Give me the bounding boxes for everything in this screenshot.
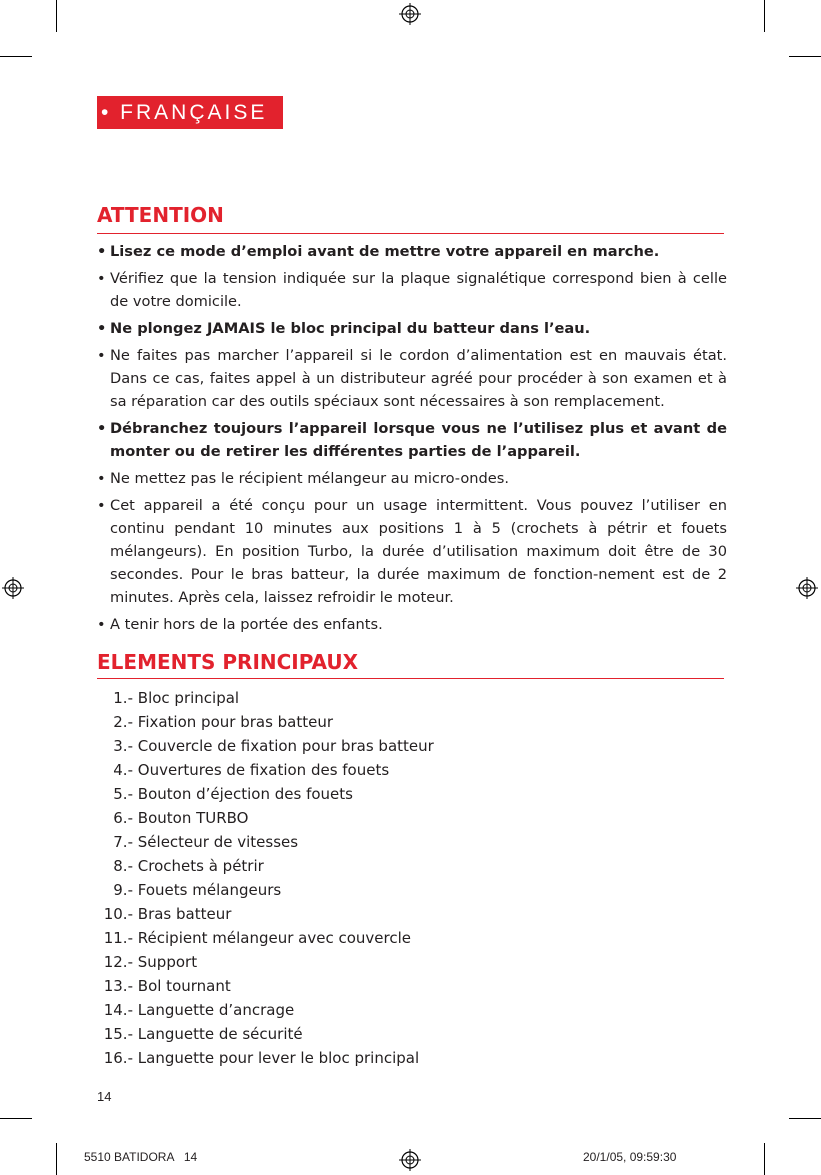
list-item bbox=[97, 854, 434, 878]
elements-title: ELEMENTS PRINCIPAUX bbox=[97, 650, 359, 674]
item-number: 8.- bbox=[113, 857, 133, 875]
registration-mark-icon bbox=[399, 1149, 421, 1171]
item-number: 10.- bbox=[103, 905, 133, 923]
item-number: 12.- bbox=[103, 953, 133, 971]
bullet-item bbox=[97, 613, 727, 636]
item-label: Ouvertures de fixation des fouets bbox=[137, 761, 390, 779]
bullet-text: Ne plongez JAMAIS le bloc principal du batteur dans l’eau. bbox=[110, 320, 591, 337]
bullet-item bbox=[97, 467, 727, 490]
item-label: Bras batteur bbox=[137, 905, 232, 923]
bullet-dot: • bbox=[97, 347, 106, 364]
item-label: Bol tournant bbox=[137, 977, 231, 995]
item-number: 16.- bbox=[103, 1049, 133, 1067]
bullet-text: Lisez ce mode d’emploi avant de mettre votre appareil en marche. bbox=[110, 243, 660, 260]
bullet-text: Cet appareil a été conçu pour un usage intermittent. Vous pouvez l’utiliser en continu pendant 10 minutes aux positions 1 à 5 (crochets à pétrir et fouets mélangeurs). En position Turbo, la durée d’utilisation maximum doit être de 30 secondes. Pour le bras batteur, la durée maximum de fonction-nement est de 2 minutes. Après cela, laissez refroidir le moteur. bbox=[110, 497, 727, 606]
crop-mark bbox=[56, 0, 57, 32]
footer-left: 5510 BATIDORA 14 bbox=[84, 1150, 198, 1164]
list-item bbox=[97, 830, 434, 854]
bullet-item bbox=[97, 240, 727, 263]
item-label: Bloc principal bbox=[137, 689, 240, 707]
bullet-text: Ne faites pas marcher l’appareil si le cordon d’alimentation est en mauvais état. Dans ce cas, faites appel à un distributeur agréé pour procéder à son examen et à sa réparation car des outils spéciaux sont nécessaires à son remplacement. bbox=[110, 347, 727, 410]
item-number: 13.- bbox=[103, 977, 133, 995]
bullet-item bbox=[97, 417, 727, 463]
list-item bbox=[97, 710, 434, 734]
bullet-dot: • bbox=[97, 470, 106, 487]
list-item bbox=[97, 974, 434, 998]
bullet-dot: • bbox=[97, 616, 106, 633]
attention-list bbox=[97, 240, 727, 640]
item-label: Languette de sécurité bbox=[137, 1025, 303, 1043]
bullet-dot: • bbox=[97, 270, 106, 287]
crop-mark bbox=[0, 1118, 32, 1119]
item-number: 5.- bbox=[113, 785, 133, 803]
registration-mark-icon bbox=[796, 577, 818, 599]
list-item bbox=[97, 782, 434, 806]
attention-title: ATTENTION bbox=[97, 203, 224, 227]
list-item bbox=[97, 758, 434, 782]
elements-rule bbox=[97, 678, 724, 679]
item-label: Bouton TURBO bbox=[137, 809, 249, 827]
bullet-text: Vérifiez que la tension indiquée sur la plaque signalétique correspond bien à celle de votre domicile. bbox=[110, 270, 727, 310]
bullet-text: A tenir hors de la portée des enfants. bbox=[110, 616, 383, 633]
list-item bbox=[97, 902, 434, 926]
registration-mark-icon bbox=[2, 577, 24, 599]
item-label: Récipient mélangeur avec couvercle bbox=[137, 929, 411, 947]
bullet-text: Ne mettez pas le récipient mélangeur au micro-ondes. bbox=[110, 470, 509, 487]
bullet-text: Débranchez toujours l’appareil lorsque vous ne l’utilisez plus et avant de monter ou de retirer les différentes parties de l’appareil. bbox=[110, 420, 727, 460]
bullet-item bbox=[97, 267, 727, 313]
item-number: 4.- bbox=[113, 761, 133, 779]
bullet-dot: • bbox=[97, 420, 107, 437]
item-number: 6.- bbox=[113, 809, 133, 827]
item-number: 14.- bbox=[103, 1001, 133, 1019]
elements-list bbox=[97, 686, 434, 1070]
item-number: 2.- bbox=[113, 713, 133, 731]
item-label: Fixation pour bras batteur bbox=[137, 713, 334, 731]
crop-mark bbox=[789, 56, 821, 57]
list-item bbox=[97, 950, 434, 974]
crop-mark bbox=[764, 1143, 765, 1175]
item-label: Couvercle de fixation pour bras batteur bbox=[137, 737, 434, 755]
item-label: Languette pour lever le bloc principal bbox=[137, 1049, 420, 1067]
list-item bbox=[97, 806, 434, 830]
item-number: 3.- bbox=[113, 737, 133, 755]
list-item bbox=[97, 686, 434, 710]
item-label: Bouton d’éjection des fouets bbox=[137, 785, 353, 803]
footer-right: 20/1/05, 09:59:30 bbox=[583, 1150, 677, 1164]
item-label: Languette d’ancrage bbox=[137, 1001, 295, 1019]
crop-mark bbox=[56, 1143, 57, 1175]
bullet-dot: • bbox=[97, 320, 107, 337]
registration-mark-icon bbox=[399, 3, 421, 25]
item-number: 15.- bbox=[103, 1025, 133, 1043]
crop-mark bbox=[0, 56, 32, 57]
crop-mark bbox=[764, 0, 765, 32]
crop-mark bbox=[789, 1118, 821, 1119]
page-number: 14 bbox=[97, 1089, 112, 1104]
bullet-dot: • bbox=[97, 497, 106, 514]
list-item bbox=[97, 734, 434, 758]
item-number: 11.- bbox=[103, 929, 133, 947]
list-item bbox=[97, 998, 434, 1022]
item-label: Support bbox=[137, 953, 198, 971]
bullet-item bbox=[97, 344, 727, 413]
bullet-item bbox=[97, 494, 727, 609]
list-item bbox=[97, 1046, 434, 1070]
item-number: 7.- bbox=[113, 833, 133, 851]
list-item bbox=[97, 878, 434, 902]
item-label: Fouets mélangeurs bbox=[137, 881, 282, 899]
item-number: 9.- bbox=[113, 881, 133, 899]
language-tab: • FRANÇAISE bbox=[97, 96, 283, 129]
list-item bbox=[97, 926, 434, 950]
list-item bbox=[97, 1022, 434, 1046]
bullet-dot: • bbox=[97, 243, 107, 260]
item-number: 1.- bbox=[113, 689, 133, 707]
attention-rule bbox=[97, 233, 724, 234]
item-label: Crochets à pétrir bbox=[137, 857, 264, 875]
bullet-item bbox=[97, 317, 727, 340]
item-label: Sélecteur de vitesses bbox=[137, 833, 299, 851]
